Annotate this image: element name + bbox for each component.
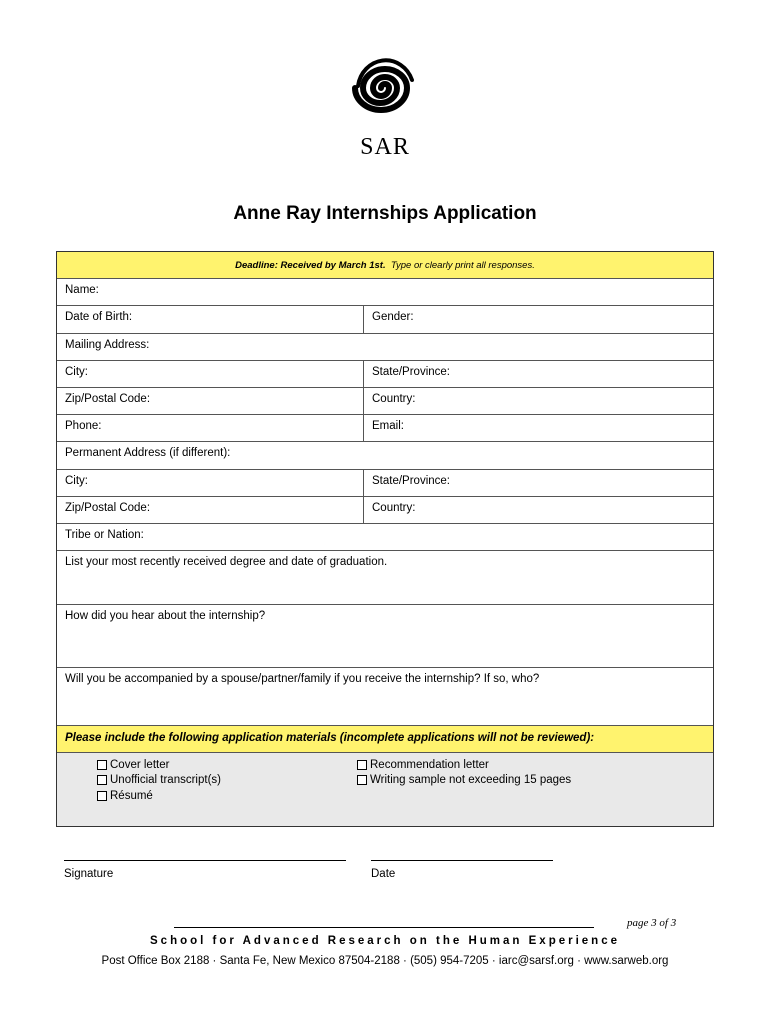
- checkbox-label: Writing sample not exceeding 15 pages: [370, 774, 572, 787]
- materials-heading: Please include the following application materials (incomplete applications will not be reviewed):: [65, 732, 595, 744]
- tribe-field[interactable]: Tribe or Nation:: [65, 529, 144, 541]
- date-label: Date: [371, 868, 396, 880]
- school-name: School for Advanced Research on the Human Experience: [150, 935, 620, 947]
- name-row: [57, 279, 713, 306]
- hear-field[interactable]: How did you hear about the internship?: [65, 610, 266, 622]
- signature-line[interactable]: [64, 860, 346, 861]
- materials-left-column: [57, 753, 357, 826]
- phone-email-row: [57, 415, 713, 442]
- checkbox-label: Cover letter: [110, 758, 170, 771]
- checkbox-writing-sample[interactable]: [357, 773, 713, 789]
- deadline-row: [57, 252, 713, 279]
- checkbox-label: Unofficial transcript(s): [110, 774, 221, 787]
- accompanied-field[interactable]: Will you be accompanied by a spouse/partner/family if you receive the internship? If so, who?: [65, 673, 540, 685]
- checkbox-resume[interactable]: [97, 788, 357, 804]
- page-number: page 3 of 3: [627, 917, 677, 929]
- permanent-row: [57, 442, 713, 470]
- date-line[interactable]: [371, 860, 553, 861]
- materials-right-column: [357, 753, 713, 826]
- state-field-2[interactable]: State/Province:: [372, 475, 450, 487]
- city-state-row-2: [57, 470, 713, 497]
- zip-country-row-2: [57, 497, 713, 524]
- zip-field[interactable]: Zip/Postal Code:: [57, 388, 364, 414]
- permanent-address-field[interactable]: Permanent Address (if different):: [65, 447, 231, 459]
- page-title: Anne Ray Internships Application: [233, 203, 537, 224]
- checkbox-icon[interactable]: [97, 775, 107, 785]
- city-field[interactable]: City:: [57, 361, 364, 387]
- dob-gender-row: [57, 306, 713, 334]
- zip-country-row: [57, 388, 713, 415]
- email-field[interactable]: Email:: [372, 420, 404, 432]
- city-field-2[interactable]: City:: [57, 470, 364, 496]
- checkbox-icon[interactable]: [357, 760, 367, 770]
- application-form: [56, 251, 714, 827]
- checkbox-transcript[interactable]: [97, 773, 357, 789]
- materials-checklist: [57, 753, 713, 826]
- deadline-note: Type or clearly print all responses.: [390, 260, 535, 271]
- country-field-2[interactable]: Country:: [372, 502, 416, 514]
- checkbox-label: Résumé: [110, 789, 153, 802]
- deadline-text: [57, 252, 713, 278]
- footer-divider: [174, 927, 594, 928]
- dob-field[interactable]: Date of Birth:: [57, 306, 364, 333]
- checkbox-icon[interactable]: [97, 760, 107, 770]
- checkbox-recommendation[interactable]: [357, 757, 713, 773]
- gender-field[interactable]: Gender:: [372, 311, 414, 323]
- checkbox-icon[interactable]: [357, 775, 367, 785]
- materials-heading-row: [57, 726, 713, 753]
- checkbox-icon[interactable]: [97, 791, 107, 801]
- mailing-address-field[interactable]: Mailing Address:: [65, 339, 150, 351]
- accompanied-row: [57, 668, 713, 726]
- logo-text: SAR: [360, 134, 410, 160]
- degree-row: [57, 551, 713, 605]
- signature-label: Signature: [64, 868, 114, 880]
- city-state-row: [57, 361, 713, 388]
- zip-field-2[interactable]: Zip/Postal Code:: [57, 497, 364, 523]
- contact-address: Post Office Box 2188 · Santa Fe, New Mexico 87504-2188 · (505) 954-7205 · iarc@sarsf.org · www.sarweb.org: [101, 955, 669, 967]
- deadline-bold: Deadline: Received by March 1st.: [235, 260, 386, 271]
- state-field[interactable]: State/Province:: [372, 366, 450, 378]
- mailing-row: [57, 334, 713, 361]
- checkbox-cover-letter[interactable]: [97, 757, 357, 773]
- checkbox-label: Recommendation letter: [370, 758, 489, 771]
- name-field[interactable]: Name:: [65, 284, 99, 296]
- sar-spiral-logo: [330, 48, 440, 128]
- country-field[interactable]: Country:: [372, 393, 416, 405]
- tribe-row: [57, 524, 713, 551]
- phone-field[interactable]: Phone:: [57, 415, 364, 441]
- degree-field[interactable]: List your most recently received degree and date of graduation.: [65, 556, 388, 568]
- hear-row: [57, 605, 713, 668]
